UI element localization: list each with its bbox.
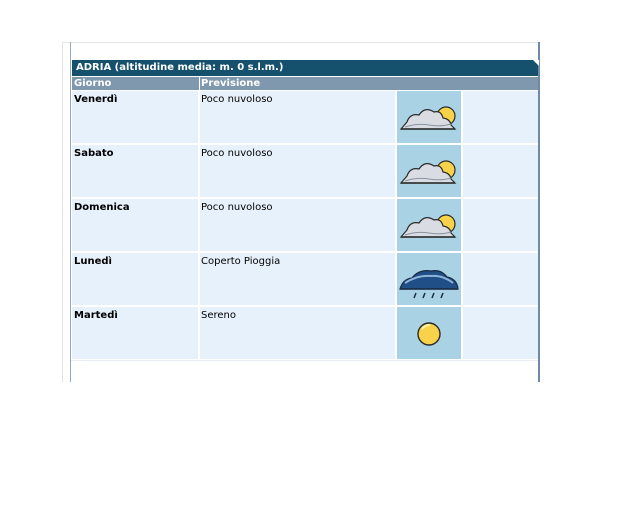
partly-cloudy-icon <box>397 91 461 143</box>
cell-divider <box>461 199 463 251</box>
table-row <box>72 253 538 305</box>
forecast-text: Poco nuvoloso <box>201 202 273 213</box>
location-title: ADRIA (altitudine media: m. 0 s.l.m.) <box>72 60 538 76</box>
forecast-text: Poco nuvoloso <box>201 148 273 159</box>
right-border <box>538 42 540 382</box>
forecast-table <box>72 91 538 361</box>
partly-cloudy-icon <box>397 199 461 251</box>
cell-divider <box>461 253 463 305</box>
left-border-outer <box>62 42 63 382</box>
header-separator <box>199 77 200 90</box>
partly-cloudy-icon <box>397 145 461 197</box>
weather-icon-cell <box>397 307 461 359</box>
weather-panel <box>62 42 540 382</box>
cell-divider <box>461 145 463 197</box>
day-label: Martedì <box>74 310 118 321</box>
table-bottom-edge <box>71 360 538 361</box>
table-row <box>72 199 538 251</box>
cell-divider <box>198 91 200 143</box>
top-divider <box>62 42 540 43</box>
rain-cloud-icon <box>397 253 461 305</box>
header-forecast: Previsione <box>201 78 261 89</box>
table-row <box>72 91 538 143</box>
weather-icon-cell <box>397 253 461 305</box>
cell-divider <box>198 199 200 251</box>
table-row <box>72 307 538 359</box>
table-header <box>72 77 538 90</box>
table-row <box>72 145 538 197</box>
weather-icon-cell <box>397 199 461 251</box>
cell-divider <box>198 307 200 359</box>
forecast-text: Coperto Pioggia <box>201 256 281 267</box>
day-label: Venerdì <box>74 94 118 105</box>
weather-icon-cell <box>397 145 461 197</box>
cell-divider <box>198 145 200 197</box>
header-day: Giorno <box>74 78 112 89</box>
left-border-inner <box>70 42 71 382</box>
forecast-text: Poco nuvoloso <box>201 94 273 105</box>
day-label: Sabato <box>74 148 114 159</box>
day-label: Lunedì <box>74 256 112 267</box>
day-label: Domenica <box>74 202 130 213</box>
sun-icon <box>397 307 461 359</box>
cell-divider <box>461 91 463 143</box>
cell-divider <box>461 307 463 359</box>
weather-icon-cell <box>397 91 461 143</box>
forecast-text: Sereno <box>201 310 236 321</box>
cell-divider <box>198 253 200 305</box>
